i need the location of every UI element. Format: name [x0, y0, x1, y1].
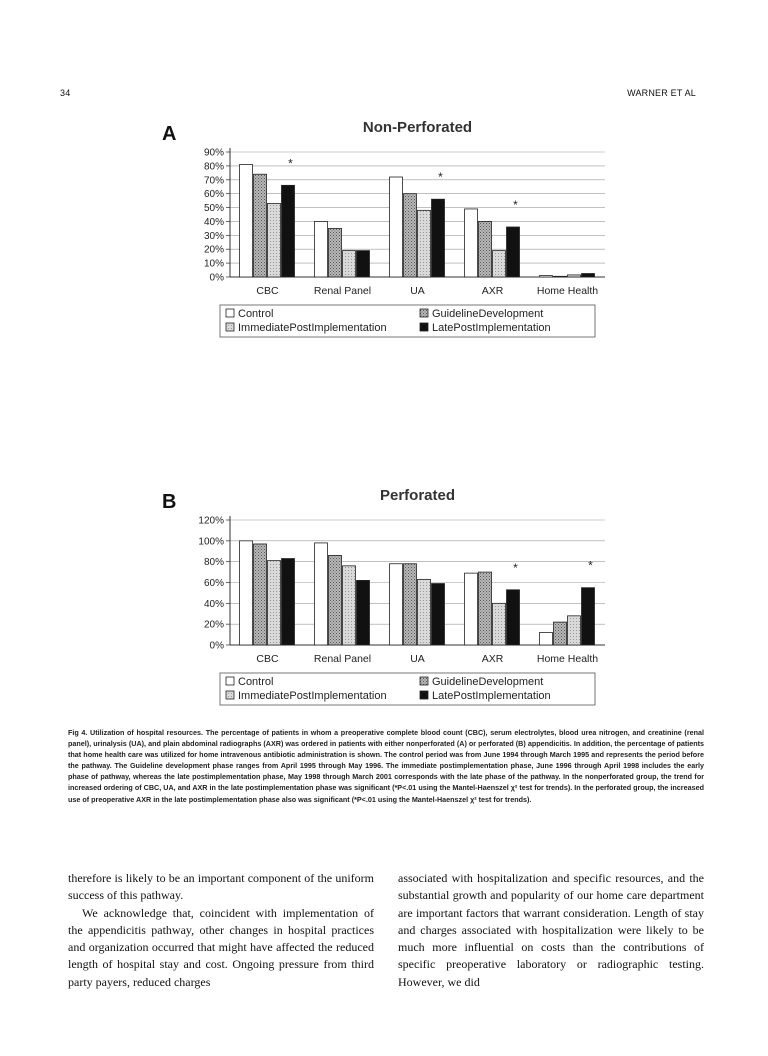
body-paragraph: therefore is likely to be an important component of the uniform success of this pathway.	[68, 871, 374, 903]
body-column-left	[68, 870, 374, 991]
body-paragraph: We acknowledge that, coincident with implementation of the appendicitis pathway, other changes in hospital practices and organization occurred that might have affected the reduced length of hospital stay and cost. Ongoing pressure from third party payers, reduced charges	[68, 905, 374, 989]
legend-label: LatePostImplementation	[432, 690, 551, 702]
bar-latepostimplementation	[507, 227, 520, 277]
x-tick-label: Renal Panel	[313, 653, 372, 665]
bar-latepostimplementation	[282, 185, 295, 277]
bar-immediatepostimplementation	[568, 275, 581, 277]
figure-caption	[68, 727, 704, 805]
y-tick-label: 0%	[209, 272, 224, 284]
x-tick-label: Home Health	[536, 653, 599, 665]
bar-latepostimplementation	[357, 580, 370, 645]
body-paragraph: associated with hospitalization and specific resources, and the substantial growth and popularity of our home care department are important factors that warrant consideration. Length of stay and charges associated with hospitalization were likely to be much more influential on costs than the contributions of specific preoperative laboratory or radiographic testing. However, we did	[398, 871, 704, 989]
bar-control	[390, 177, 403, 277]
legend-swatch	[226, 309, 234, 317]
bar-control	[540, 276, 553, 277]
y-tick-label: 70%	[203, 175, 224, 187]
legend-label: Control	[238, 308, 274, 320]
bar-latepostimplementation	[582, 274, 595, 277]
x-tick-label: Home Health	[536, 285, 599, 297]
y-tick-label: 120%	[198, 515, 224, 527]
x-tick-label: Renal Panel	[313, 285, 372, 297]
y-tick-label: 60%	[203, 578, 224, 589]
x-tick-label: UA	[410, 285, 425, 297]
legend-label: ImmediatePostImplementation	[238, 322, 387, 334]
bar-immediatepostimplementation	[418, 210, 431, 277]
legend-swatch	[420, 323, 428, 331]
caption-text: The percentage of patients in whom a preoperative complete blood count (CBC), serum electrolytes, blood urea nitrogen, and creatinine (renal panel), urinalysis (UA), and plain abdominal radiographs (AXR) was ordered in patients with either nonperforated (A) or perforated (B) appendicitis. In addition, the percentage of patients that home health care was utilized for home intravenous antibiotic administration is shown. The control period was from June 1994 through March 1995 and represents the period before the pathway. The Guideline development phase ranges from April 1995 through May 1996. The immediate postimplementation phase, June 1996 through April 1998 includes the early phase of pathway, whereas the late postimplementation phase, May 1998 through March 2001 corresponds with the late phase of the pathway. In the nonperforated group, the trend for increased ordering of CBC, UA, and AXR in the late postimplementation phase was significant (*P<.01 using the Mantel-Haenszel χ² test for trends). In the perforated group, the increased use of preoperative AXR in the late postimplementation phase also was significant (*P<.01 using the Mantel-Haenszel χ² test for trends).	[68, 728, 705, 804]
bar-chart-svg	[150, 480, 620, 715]
bar-control	[240, 541, 253, 645]
x-tick-label: AXR	[481, 285, 504, 297]
chart-title: Perforated	[379, 487, 456, 504]
legend-label: ImmediatePostImplementation	[238, 690, 387, 702]
bar-chart-svg	[150, 112, 620, 347]
significance-marker: *	[588, 558, 593, 573]
bar-immediatepostimplementation	[343, 251, 356, 277]
bar-latepostimplementation	[582, 588, 595, 645]
legend-swatch	[226, 691, 234, 699]
bar-guidelinedevelopment	[404, 194, 417, 277]
y-tick-label: 90%	[203, 147, 224, 159]
legend-label: GuidelineDevelopment	[432, 308, 544, 320]
y-tick-label: 40%	[203, 216, 224, 228]
running-head: WARNER ET AL	[627, 88, 696, 98]
chart-nonperforated	[150, 112, 620, 347]
legend-swatch	[226, 677, 234, 685]
y-tick-label: 10%	[203, 258, 224, 270]
bar-control	[465, 573, 478, 645]
bar-immediatepostimplementation	[493, 251, 506, 277]
legend-swatch	[420, 677, 428, 685]
bar-latepostimplementation	[507, 590, 520, 645]
bar-control	[315, 543, 328, 645]
bar-guidelinedevelopment	[329, 228, 342, 277]
chart-title: Non-Perforated	[362, 119, 473, 136]
x-tick-label: CBC	[256, 285, 279, 297]
significance-marker: *	[513, 198, 518, 212]
x-tick-label: CBC	[256, 653, 279, 665]
bar-immediatepostimplementation	[268, 561, 281, 645]
y-tick-label: 50%	[203, 203, 224, 215]
bar-latepostimplementation	[432, 199, 445, 277]
bar-latepostimplementation	[432, 584, 445, 645]
bar-immediatepostimplementation	[568, 616, 581, 645]
bar-immediatepostimplementation	[418, 579, 431, 645]
y-tick-label: 40%	[203, 598, 224, 610]
bar-guidelinedevelopment	[554, 276, 567, 277]
bar-control	[315, 221, 328, 277]
chart-perforated	[150, 480, 620, 715]
bar-guidelinedevelopment	[479, 221, 492, 277]
legend-label: Control	[238, 676, 274, 688]
y-tick-label: 0%	[209, 640, 224, 652]
bar-control	[240, 165, 253, 278]
bar-guidelinedevelopment	[404, 564, 417, 645]
legend-swatch	[420, 309, 428, 317]
y-tick-label: 80%	[203, 557, 224, 569]
bar-control	[390, 564, 403, 645]
panel-label: B	[162, 491, 177, 513]
legend-label: GuidelineDevelopment	[432, 676, 544, 688]
significance-marker: *	[513, 560, 518, 575]
panel-label: A	[162, 123, 177, 145]
y-tick-label: 80%	[203, 161, 224, 173]
bar-control	[465, 209, 478, 277]
bar-control	[540, 633, 553, 646]
y-tick-label: 20%	[203, 619, 224, 631]
x-tick-label: AXR	[481, 653, 504, 665]
significance-marker: *	[438, 170, 443, 185]
legend-swatch	[420, 691, 428, 699]
bar-immediatepostimplementation	[268, 203, 281, 277]
caption-lead: Fig 4. Utilization of hospital resources.	[68, 728, 204, 737]
bar-latepostimplementation	[282, 559, 295, 645]
bar-guidelinedevelopment	[254, 544, 267, 645]
y-tick-label: 30%	[203, 230, 224, 242]
bar-guidelinedevelopment	[254, 174, 267, 277]
body-column-right	[398, 870, 704, 991]
bar-immediatepostimplementation	[493, 603, 506, 645]
page-number: 34	[60, 88, 71, 98]
legend-swatch	[226, 323, 234, 331]
significance-marker: *	[288, 156, 293, 171]
bar-latepostimplementation	[357, 251, 370, 277]
y-tick-label: 60%	[203, 189, 224, 201]
legend-label: LatePostImplementation	[432, 322, 551, 334]
bar-guidelinedevelopment	[479, 572, 492, 645]
bar-immediatepostimplementation	[343, 566, 356, 645]
x-tick-label: UA	[410, 653, 425, 665]
y-tick-label: 20%	[203, 244, 224, 256]
bar-guidelinedevelopment	[554, 622, 567, 645]
y-tick-label: 100%	[198, 536, 224, 548]
running-header	[60, 88, 696, 102]
bar-guidelinedevelopment	[329, 555, 342, 645]
